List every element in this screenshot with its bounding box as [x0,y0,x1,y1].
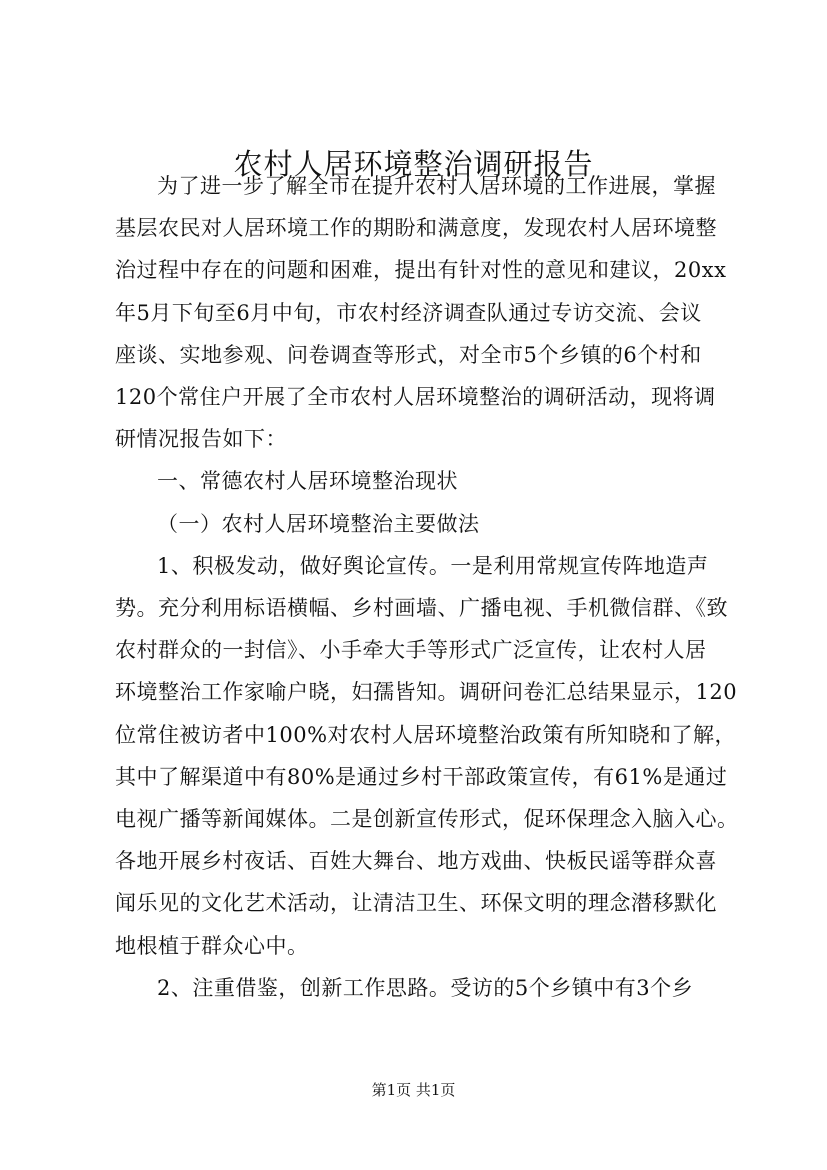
paragraph-line: 势。充分利用标语横幅、乡村画墙、广播电视、手机微信群、《致 [115,596,728,620]
paragraph-line: 2、注重借鉴，创新工作思路。受访的5个乡镇中有3个乡 [157,975,694,1000]
paragraph-line: 座谈、实地参观、问卷调查等形式，对全市5个乡镇的6个村和 [115,342,702,367]
paragraph-line: 120个常住户开展了全市农村人居环境整治的调研活动，现将调 [115,385,716,409]
paragraph-line: 基层农民对人居环境工作的期盼和满意度，发现农村人居环境整 [115,216,717,241]
paragraph-line: 环境整治工作家喻户晓，妇孺皆知。调研问卷汇总结果显示，120 [115,680,738,705]
document-title: 农村人居环境整治调研报告 [233,147,594,181]
section-heading: 一、常德农村人居环境整治现状 [157,469,458,494]
paragraph-line: 为了进一步了解全市在提升农村人居环境的工作进展，掌握 [157,174,716,198]
paragraph-line: 年5月下旬至6月中旬，市农村经济调查队通过专访交流、会议 [115,300,702,325]
paragraph-line: 治过程中存在的问题和困难，提出有针对性的意见和建议，20xx [115,258,727,283]
paragraph-line: 农村群众的一封信》、小手牵大手等形式广泛宣传，让农村人居 [115,638,707,663]
paragraph-line: 闻乐见的文化艺术活动，让清洁卫生、环保文明的理念潜移默化 [115,891,717,916]
subsection-heading: （一）农村人居环境整治主要做法 [157,511,480,536]
page-number-footer: 第1页 共1页 [371,1081,456,1099]
paragraph-line: 各地开展乡村夜话、百姓大舞台、地方戏曲、快板民谣等群众喜 [115,849,717,874]
paragraph-line: 地根植于群众心中。 [115,933,309,958]
paragraph-line: 其中了解渠道中有80%是通过乡村干部政策宣传，有61%是通过 [115,764,728,789]
paragraph-line: 电视广播等新闻媒体。二是创新宣传形式，促环保理念入脑入心。 [115,807,739,831]
paragraph-line: 位常住被访者中100%对农村人居环境整治政策有所知晓和了解， [115,722,737,747]
paragraph-line: 研情况报告如下： [115,427,287,452]
paragraph-line: 1、积极发动，做好舆论宣传。一是利用常规宣传阵地造声 [157,553,709,578]
